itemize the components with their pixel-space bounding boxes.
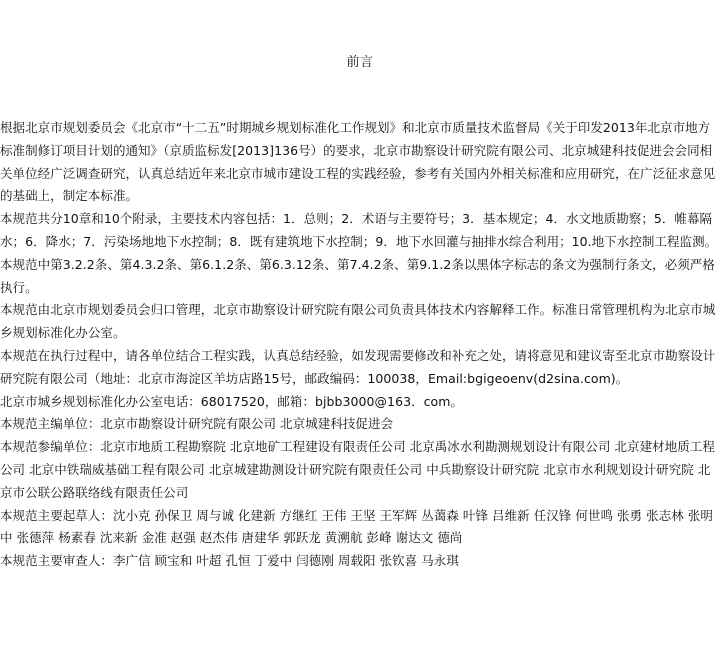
paragraph-drafters: 本规范主要起草人：沈小克 孙保卫 周与诚 化建新 方继红 王伟 王坚 王军辉 丛蔼森 叶锋 吕维新 任汉锋 何世鸣 张勇 张志林 张明中 张德萍 杨素春 沈来新 金准 赵强 赵杰伟 唐建华 郭跃龙 黄溯航 彭峰 谢达文 德尚 [0, 507, 713, 546]
paragraph-participating-units: 本规范参编单位：北京市地质工程勘察院 北京地矿工程建设有限责任公司 北京禹冰水利勘测规划设计有限公司 北京建材地质工程公司 北京中铁瑞威基础工程有限公司 北京城建勘测设计研究院有限责任公司 中兵勘察设计研究院 北京市水利规划设计研究院 北京市公联公路联络线有限责任公司 [0, 439, 715, 500]
document-title: 前言 [346, 55, 374, 70]
paragraph-reviewers: 本规范主要审查人：李广信 顾宝和 叶超 孔恒 丁爱中 闫德刚 周载阳 张钦喜 马永琪 [0, 553, 459, 569]
paragraph-basis: 根据北京市规划委员会《北京市“十二五”时期城乡规划标准化工作规划》和北京市质量技术监督局《关于印发2013年北京市地方标准制修订项目计划的通知》（京质监标发[2013]136号）的要求，北京市勘察设计研究院有限公司、北京城建科技促进会会同相关单位经广泛调查研究，认真总结近年来北京市城市建设工程的实践经验，参考有关国内外相关标准和应用研究，在广泛征求意见的基础上，制定本标准。 [0, 120, 716, 204]
paragraph-mandatory-clauses: 本规范中第3.2.2条、第4.3.2条、第6.1.2条、第6.3.12条、第7.4.2条、第9.1.2条以黑体字标志的条文为强制行条文，必须严格执行。 [0, 256, 715, 295]
paragraph-contents: 本规范共分10章和10个附录，主要技术内容包括：1．总则；2．术语与主要符号；3．基本规定；4．水文地质勘察；5．帷幕隔水；6．降水；7．污染场地地下水控制；8．既有建筑地下水控制；9．地下水回灌与抽排水综合利用；10.地下水控制工程监测。 [0, 211, 718, 249]
paragraph-chief-units: 本规范主编单位：北京市勘察设计研究院有限公司 北京城建科技促进会 [0, 416, 394, 432]
paragraph-contact: 北京市城乡规划标准化办公室电话：68017520，邮箱：bjbb3000@163．com。 [0, 393, 464, 409]
document-body [0, 117, 718, 573]
paragraph-feedback: 本规范在执行过程中，请各单位结合工程实践，认真总结经验，如发现需要修改和补充之处，请将意见和建议寄至北京市勘察设计研究院有限公司（地址：北京市海淀区羊坊店路15号，邮政编码：100038，Email:bgigeoenv(d2sina.com)。 [0, 347, 716, 386]
paragraph-management: 本规范由北京市规划委员会归口管理，北京市勘察设计研究院有限公司负责具体技术内容解释工作。标准日常管理机构为北京市城乡规划标准化办公室。 [0, 302, 716, 341]
